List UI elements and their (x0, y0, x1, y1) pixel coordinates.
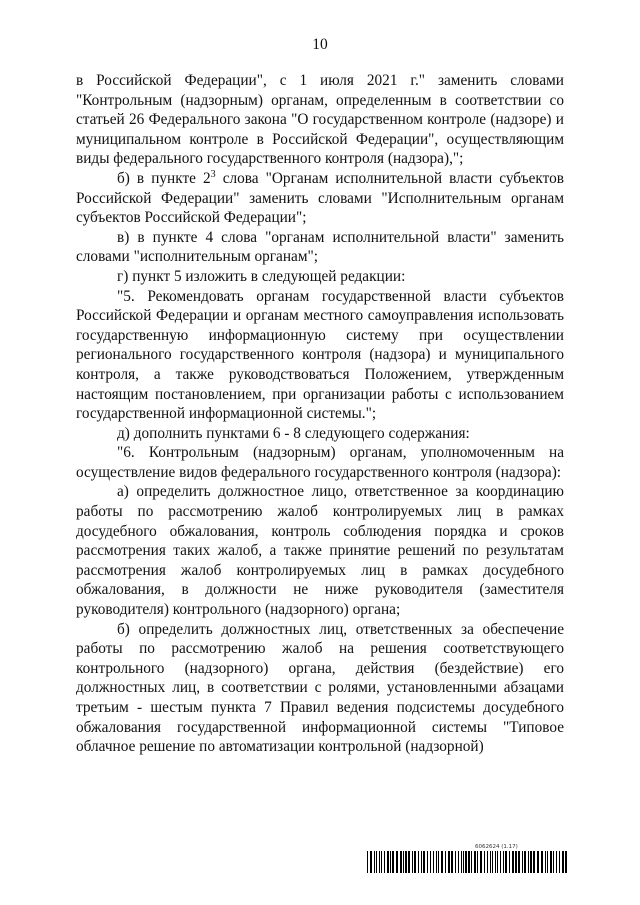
paragraph: б) определить должностных лиц, ответственных за обеспечение работы по рассмотрению жалоб на решения соответствующего контрольного (надзорного) органа, действия (бездействие) его должностных лиц, в соответствии с ролями, установленными абзацами третьим - шестым пункта 7 Правил ведения подсистемы досудебного обжалования государственной информационной системы "Типовое облачное решение по автоматизации контрольной (надзорной) (76, 620, 564, 756)
barcode-caption: 6062624 (1.17) (475, 844, 518, 850)
paragraph: в) в пункте 4 слова "органам исполнительной власти" заменить словами "исполнительным органам"; (76, 228, 564, 266)
paragraph: г) пункт 5 изложить в следующей редакции: (117, 267, 406, 285)
page-number: 10 (312, 36, 328, 53)
paragraph: в Российской Федерации", с 1 июля 2021 г." заменить словами "Контрольным (надзорным) органам, определенным в соответствии со статьей 26 Федерального закона "О государственном контроле (надзоре) и муниципальном контроле в Российской Федерации", осуществляющим виды федерального государственного контроля (надзора),"; (76, 72, 564, 168)
paragraph: д) дополнить пунктами 6 - 8 следующего содержания: (117, 424, 470, 442)
paragraph: а) определить должностное лицо, ответственное за координацию работы по рассмотрению жалоб контролируемых лиц в рамках досудебного обжалования, контроль соблюдения порядка и сроков рассмотрения таких жалоб, а также принятие решений по результатам рассмотрения жалоб контролируемых лиц в рамках досудебного обжалования, в должности не ниже руководителя (заместителя руководителя) контрольного (надзорного) органа; (76, 483, 564, 619)
paragraph: б) в пункте $2^3$ слова "Органам исполнительной власти субъектов Российской Федерации" заменить словами "Исполнительным органам субъектов Российской Федерации"; (76, 168, 564, 227)
paragraph: "5. Рекомендовать органам государственной власти субъектов Российской Федерации и органам местного самоуправления использовать государственную информационную систему при осуществлении регионального государственного контроля (надзора) и муниципального контроля, а также руководствоваться Положением, утвержденным настоящим постановлением, при организации работы с использованием государственной информационной системы."; (76, 287, 564, 423)
document-body (76, 71, 564, 757)
paragraph: "6. Контрольным (надзорным) органам, уполномоченным на осуществление видов федерального государственного контроля (надзора): (76, 444, 564, 481)
barcode (367, 851, 567, 873)
